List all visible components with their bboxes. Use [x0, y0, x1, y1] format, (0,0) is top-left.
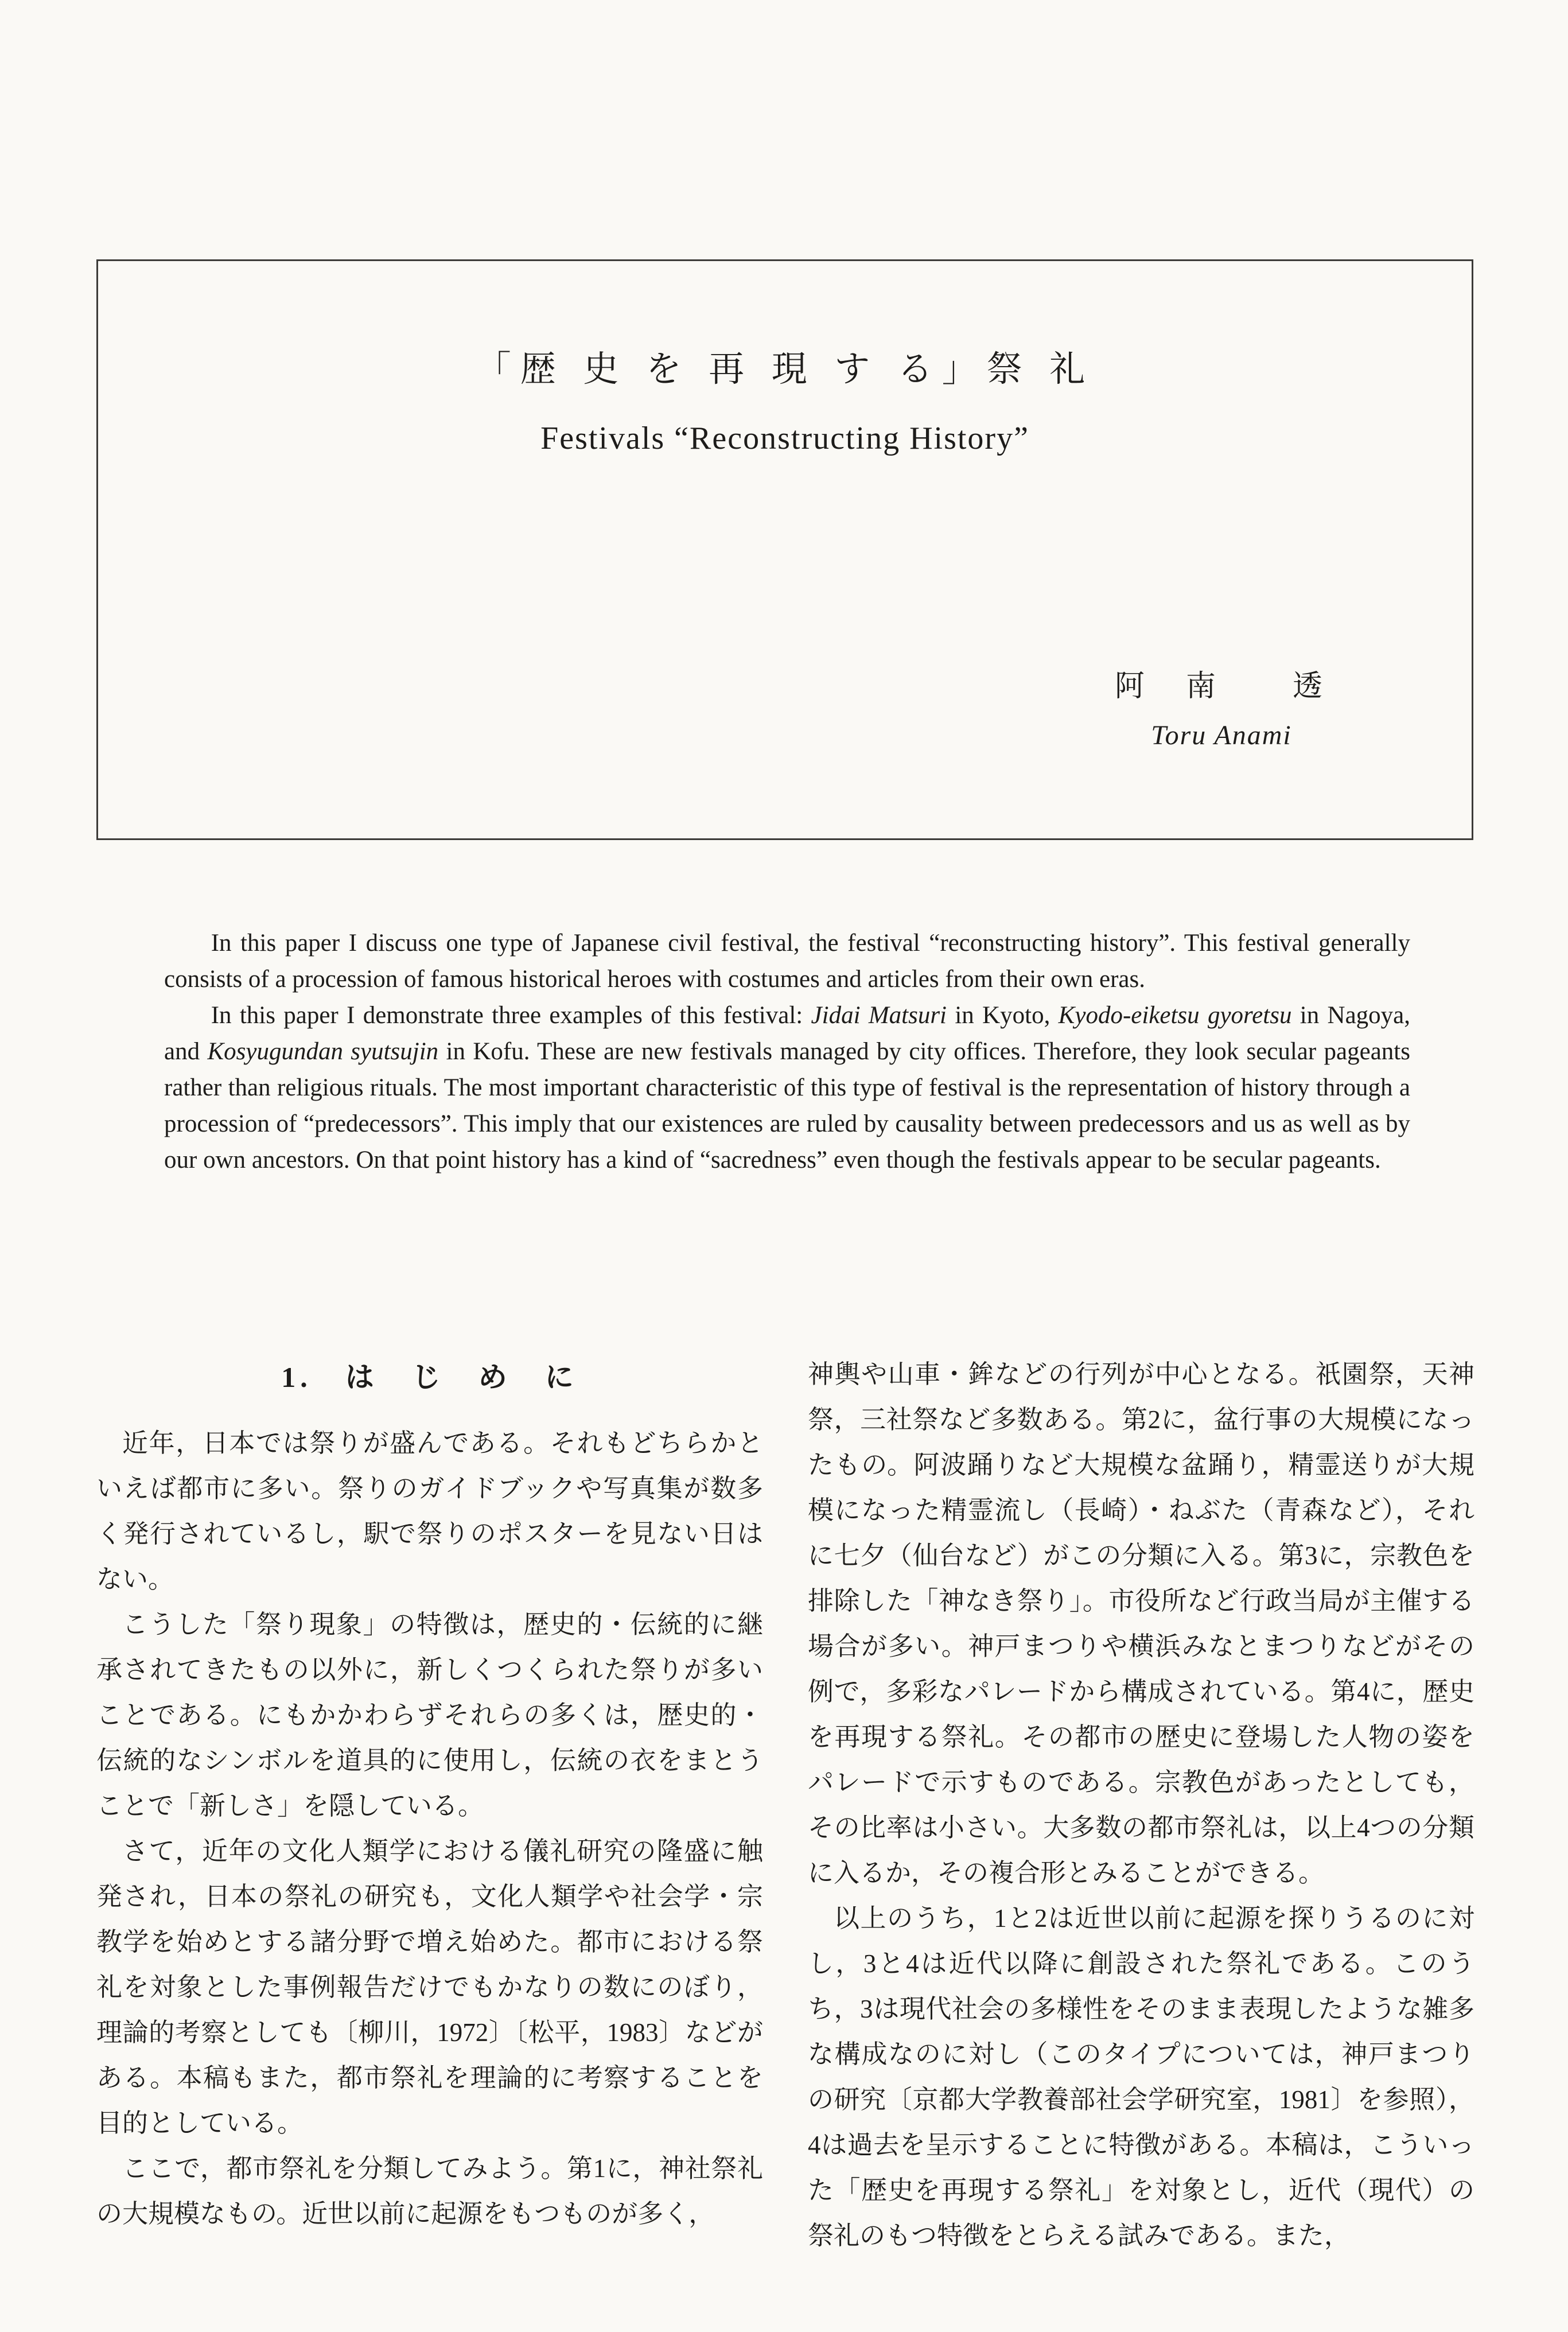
abstract-italic-term: Jidai Matsuri: [811, 1002, 947, 1029]
abstract-text-run: In this paper I demonstrate three examples of this festival:: [211, 1002, 811, 1029]
body-paragraph: 近年，日本では祭りが盛んである。それもどちらかといえば都市に多い。祭りのガイドブックや写真集が数多く発行されているし，駅で祭りのポスターを見ない日はない。: [96, 1429, 763, 1593]
author-name-romanized: Toru Anami: [1151, 720, 1292, 751]
body-paragraph: 神輿や山車・鉾などの行列が中心となる。祇園祭，天神祭，三社祭など多数ある。第2に，盆行事の大規模になったもの。阿波踊りなど大規模な盆踊り，精霊送りが大規模になった精霊流し（長崎）・ねぶた（青森など），それに七夕（仙台など）がこの分類に入る。第3に，宗教色を排除した「神なき祭り」。市役所など行政当局が主催する場合が多い。神戸まつりや横浜みなとまつりなどがその例で，多彩なパレードから構成されている。第4に，歴史を再現する祭礼。その都市の歴史に登場した人物の姿をパレードで示すものである。宗教色があったとしても，その比率は小さい。大多数の都市祭礼は，以上4つの分類に入るか，その複合形とみることができる。: [808, 1360, 1474, 1887]
abstract-text-run: in Nagoya, and: [164, 1002, 1411, 1065]
abstract-text-run: In this paper I discuss one type of Japanese civil festival, the festival “reconstructing history”. This festival generally consists of a procession of famous historical heroes with costumes and articles from their own eras.: [164, 930, 1410, 993]
body-column-left: [96, 1352, 763, 2259]
abstract-text-run: in Kofu. These are new festivals managed by city offices. Therefore, they look secular pageants rather than religious rituals. The most important characteristic of this type of festival is the representation of history through a procession of “predecessors”. This imply that our existences are ruled by causality between predecessors and us as well as by our own ancestors. On that point history has a kind of “sacredness” even though the festivals appear to be secular pageants.: [164, 1038, 1410, 1173]
title-box: [96, 259, 1473, 840]
body-paragraph: ここで，都市祭礼を分類してみよう。第1に，神社祭礼の大規模なもの。近世以前に起源をもつものが多く，: [96, 2154, 763, 2228]
abstract-italic-term: Kyodo-eiketsu gyoretsu: [1058, 1002, 1292, 1029]
body-column-right: [808, 1352, 1474, 2259]
abstract-paragraph: [164, 997, 1410, 1178]
section-heading-introduction: 1. は じ め に: [281, 1361, 578, 1393]
body-paragraph: 以上のうち，1と2は近世以前に起源を探りうるのに対し，3と4は近代以降に創設された祭礼である。このうち，3は現代社会の多様性をそのまま表現したような雑多な構成なのに対し（このタイプについては，神戸まつりの研究〔京都大学教養部社会学研究室，1981〕を参照），4は過去を呈示することに特徴がある。本稿は，こういった「歴史を再現する祭礼」を対象とし，近代（現代）の祭礼のもつ特徴をとらえる試みである。また，: [808, 1904, 1474, 2250]
abstract-text-run: in Kyoto,: [947, 1002, 1059, 1029]
paper-title-japanese: 「歴 史 を 再 現 す る」祭 礼: [475, 350, 1095, 389]
author-name-japanese: 阿 南 透: [1114, 670, 1328, 703]
abstract-italic-term: Kosyugundan syutsujin: [207, 1038, 439, 1065]
abstract: [164, 925, 1410, 1178]
abstract-paragraph: [164, 925, 1410, 997]
body-columns: [96, 1352, 1474, 2259]
author-block: [1115, 662, 1328, 751]
body-paragraph: さて，近年の文化人類学における儀礼研究の隆盛に触発され，日本の祭礼の研究も，文化人類学や社会学・宗教学を始めとする諸分野で増え始めた。都市における祭礼を対象とした事例報告だけでもかなりの数にのぼり，理論的考察としても〔柳川，1972〕〔松平，1983〕などがある。本稿もまた，都市祭礼を理論的に考察することを目的としている。: [96, 1837, 763, 2137]
body-paragraph: こうした「祭り現象」の特徴は，歴史的・伝統的に継承されてきたもの以外に，新しくつくられた祭りが多いことである。にもかかわらずそれらの多くは，歴史的・伝統的なシンボルを道具的に使用し，伝統の衣をまとうことで「新しさ」を隠している。: [96, 1610, 763, 1820]
paper-title-english: Festivals “Reconstructing History”: [540, 421, 1029, 456]
